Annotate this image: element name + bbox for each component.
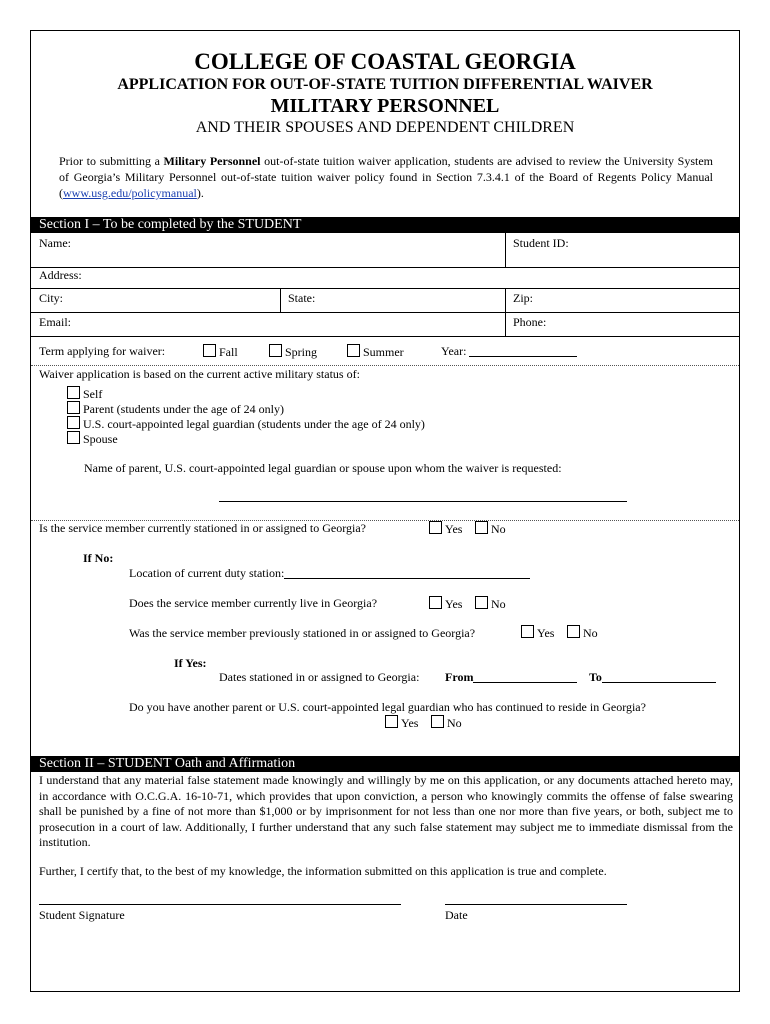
name-label: Name: bbox=[39, 236, 71, 250]
status-spouse-checkbox[interactable] bbox=[67, 431, 80, 444]
live-yes-option[interactable]: Yes bbox=[429, 596, 462, 612]
live-question: Does the service member currently live in Georgia? bbox=[129, 596, 378, 610]
signature-field[interactable] bbox=[39, 904, 401, 905]
policy-manual-link[interactable]: www.usg.edu/policymanual bbox=[63, 186, 197, 200]
email-label: Email: bbox=[39, 315, 71, 329]
other-parent-yes-checkbox[interactable] bbox=[385, 715, 398, 728]
previously-no-option[interactable]: No bbox=[567, 625, 598, 641]
name-of-parent-field[interactable] bbox=[219, 487, 627, 502]
term-summer-checkbox[interactable] bbox=[347, 344, 360, 357]
city-label: City: bbox=[39, 291, 64, 305]
stationed-no-checkbox[interactable] bbox=[475, 521, 488, 534]
city-field[interactable] bbox=[71, 290, 276, 310]
student-id-field[interactable] bbox=[579, 234, 734, 264]
other-parent-no-option[interactable]: No bbox=[431, 715, 462, 731]
address-label: Address: bbox=[39, 268, 82, 282]
stationed-yes-checkbox[interactable] bbox=[429, 521, 442, 534]
college-name: COLLEGE OF COASTAL GEORGIA bbox=[194, 49, 576, 74]
name-of-parent-label: Name of parent, U.S. court-appointed legal guardian or spouse upon whom the waiver is requested: bbox=[84, 461, 562, 475]
status-guardian-option[interactable]: U.S. court-appointed legal guardian (students under the age of 24 only) bbox=[67, 416, 425, 432]
live-no-checkbox[interactable] bbox=[475, 596, 488, 609]
status-parent-checkbox[interactable] bbox=[67, 401, 80, 414]
date-field[interactable] bbox=[445, 904, 627, 905]
intro-bold: Military Personnel bbox=[163, 154, 261, 168]
status-question: Waiver application is based on the current active military status of: bbox=[39, 367, 360, 381]
term-fall-checkbox[interactable] bbox=[203, 344, 216, 357]
duty-station-field[interactable]: Location of current duty station: bbox=[129, 566, 530, 581]
stationed-yes-option[interactable]: Yes bbox=[429, 521, 462, 537]
application-form bbox=[30, 30, 740, 992]
state-label: State: bbox=[288, 291, 316, 305]
to-date-field[interactable]: To bbox=[589, 670, 716, 685]
zip-label: Zip: bbox=[513, 291, 533, 305]
state-field[interactable] bbox=[323, 290, 501, 310]
certify-statement: Further, I certify that, to the best of my knowledge, the information submitted on this application is true and complete. bbox=[39, 864, 607, 878]
status-parent-option[interactable]: Parent (students under the age of 24 only) bbox=[67, 401, 284, 417]
student-id-label: Student ID: bbox=[513, 236, 569, 250]
live-yes-checkbox[interactable] bbox=[429, 596, 442, 609]
section-1-header: Section I – To be completed by the STUDENT bbox=[31, 217, 739, 233]
status-guardian-checkbox[interactable] bbox=[67, 416, 80, 429]
term-spring-checkbox[interactable] bbox=[269, 344, 282, 357]
other-parent-yes-option[interactable]: Yes bbox=[385, 715, 418, 731]
other-parent-question: Do you have another parent or U.S. court-appointed legal guardian who has continued to reside in Georgia? bbox=[129, 700, 646, 714]
from-date-field[interactable]: From bbox=[445, 670, 577, 685]
section-2-header: Section II – STUDENT Oath and Affirmation bbox=[31, 756, 739, 772]
zip-field[interactable] bbox=[539, 290, 734, 310]
form-subtitle-2: AND THEIR SPOUSES AND DEPENDENT CHILDREN bbox=[195, 119, 575, 136]
term-summer-option[interactable]: Summer bbox=[347, 344, 404, 360]
status-spouse-option[interactable]: Spouse bbox=[67, 431, 118, 447]
form-subtitle: MILITARY PERSONNEL bbox=[270, 95, 500, 117]
term-label: Term applying for waiver: bbox=[39, 344, 166, 358]
status-self-checkbox[interactable] bbox=[67, 386, 80, 399]
dates-label: Dates stationed in or assigned to Georgia: bbox=[219, 670, 420, 684]
year-field[interactable]: Year: bbox=[441, 344, 577, 359]
live-no-option[interactable]: No bbox=[475, 596, 506, 612]
stationed-question: Is the service member currently stationed in or assigned to Georgia? bbox=[39, 521, 367, 535]
form-title: APPLICATION FOR OUT-OF-STATE TUITION DIFFERENTIAL WAIVER bbox=[117, 76, 653, 93]
phone-label: Phone: bbox=[513, 315, 547, 329]
date-label: Date bbox=[445, 908, 468, 922]
other-parent-no-checkbox[interactable] bbox=[431, 715, 444, 728]
name-field[interactable] bbox=[81, 234, 501, 264]
phone-field[interactable] bbox=[553, 314, 733, 334]
oath-paragraph: I understand that any material false statement made knowingly and willingly by me on this application, or any documents attached hereto may, in accordance with O.C.G.A. 16-10-71, which provides that upon conviction, a person who knowingly commits the offense of false swearing shall be punished by a fine of not more than $1,000 or by imprisonment for not less than one nor more than five years, or both, subject me to prosecution in a court of law. Additionally, I further understand that any such false statement may subject me to immediate dismissal from the institution. bbox=[39, 773, 733, 849]
stationed-no-option[interactable]: No bbox=[475, 521, 506, 537]
previously-yes-checkbox[interactable] bbox=[521, 625, 534, 638]
status-self-option[interactable]: Self bbox=[67, 386, 102, 402]
if-yes-label: If Yes: bbox=[174, 656, 207, 670]
term-spring-option[interactable]: Spring bbox=[269, 344, 317, 360]
previously-yes-option[interactable]: Yes bbox=[521, 625, 554, 641]
signature-label: Student Signature bbox=[39, 908, 125, 922]
previously-question: Was the service member previously stationed in or assigned to Georgia? bbox=[129, 626, 476, 640]
address-field[interactable] bbox=[93, 268, 733, 286]
previously-no-checkbox[interactable] bbox=[567, 625, 580, 638]
if-no-label: If No: bbox=[83, 551, 114, 565]
intro-paragraph: Prior to submitting a Military Personnel out-of-state tuition waiver application, students are advised to review the University System of Georgia’s Military Personnel out-of-state tuition waiver policy found in Section 7.3.4.1 of the Board of Regents Policy Manual (www.usg.edu/policymanual). bbox=[59, 154, 714, 200]
email-field[interactable] bbox=[77, 314, 501, 334]
term-fall-option[interactable]: Fall bbox=[203, 344, 238, 360]
